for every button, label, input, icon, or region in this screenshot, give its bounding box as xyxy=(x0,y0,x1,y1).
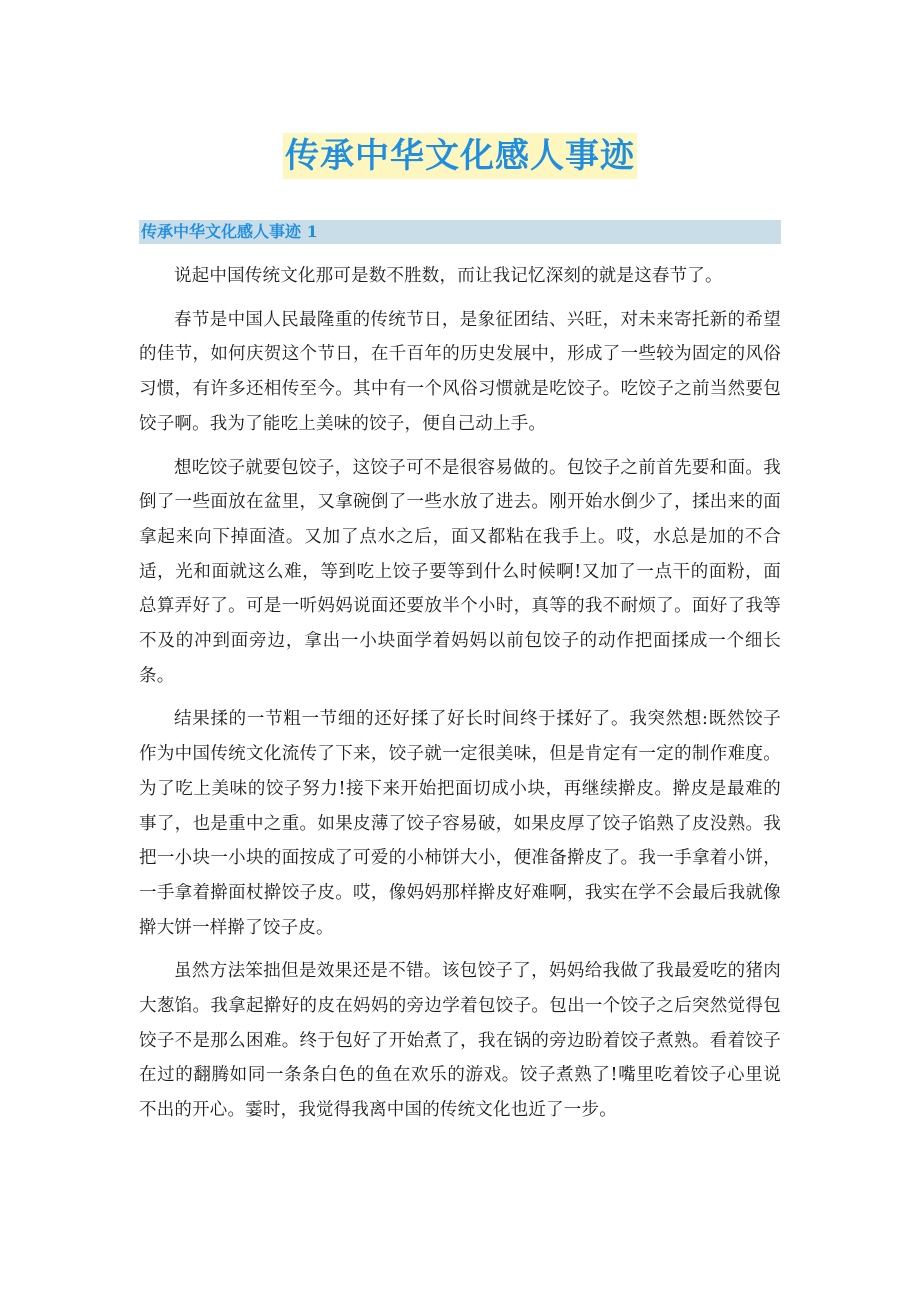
paragraph: 虽然方法笨拙但是效果还是不错。该包饺子了，妈妈给我做了我最爱吃的猪肉大葱馅。我拿起擀好的皮在妈妈的旁边学着包饺子。包出一个饺子之后突然觉得包饺子不是那么困难。终于包好了开始煮了，我在锅的旁边盼着饺子煮熟。看着饺子在过的翻腾如同一条条白色的鱼在欢乐的游戏。饺子煮熟了!嘴里吃着饺子心里说不出的开心。霎时，我觉得我离中国的传统文化也近了一步。 xyxy=(139,961,781,1121)
article-body xyxy=(139,259,781,1137)
paragraph: 结果揉的一节粗一节细的还好揉了好长时间终于揉好了。我突然想:既然饺子作为中国传统文化流传了下来，饺子就一定很美味，但是肯定有一定的制作难度。为了吃上美味的饺子努力!接下来开始把面切成小块，再继续擀皮。擀皮是最难的事了，也是重中之重。如果皮薄了饺子容易破，如果皮厚了饺子馅熟了皮没熟。我把一小块一小块的面按成了可爱的小柿饼大小，便准备擀皮了。我一手拿着小饼，一手拿着擀面杖擀饺子皮。哎，像妈妈那样擀皮好难啊，我实在学不会最后我就像擀大饼一样擀了饺子皮。 xyxy=(139,709,781,938)
document-title xyxy=(0,133,920,179)
document-title-text: 传承中华文化感人事迹 xyxy=(283,133,637,179)
paragraph: 想吃饺子就要包饺子，这饺子可不是很容易做的。包饺子之前首先要和面。我倒了一些面放在盆里，又拿碗倒了一些水放了进去。刚开始水倒少了，揉出来的面拿起来向下掉面渣。又加了点水之后，面又都粘在我手上。哎，水总是加的不合适，光和面就这么难，等到吃上饺子要等到什么时候啊!又加了一点干的面粉，面总算弄好了。可是一听妈妈说面还要放半个小时，真等的我不耐烦了。面好了我等不及的冲到面旁边，拿出一小块面学着妈妈以前包饺子的动作把面揉成一个细长条。 xyxy=(139,457,781,686)
paragraph: 说起中国传统文化那可是数不胜数，而让我记忆深刻的就是这春节了。 xyxy=(174,266,723,286)
paragraph: 春节是中国人民最隆重的传统节日，是象征团结、兴旺，对未来寄托新的希望的佳节，如何庆贺这个节日，在千百年的历史发展中，形成了一些较为固定的风俗习惯，有许多还相传至今。其中有一个风俗习惯就是吃饺子。吃饺子之前当然要包饺子啊。我为了能吃上美味的饺子，便自己动上手。 xyxy=(139,309,781,434)
section-heading: 传承中华文化感人事迹 1 xyxy=(139,220,781,244)
